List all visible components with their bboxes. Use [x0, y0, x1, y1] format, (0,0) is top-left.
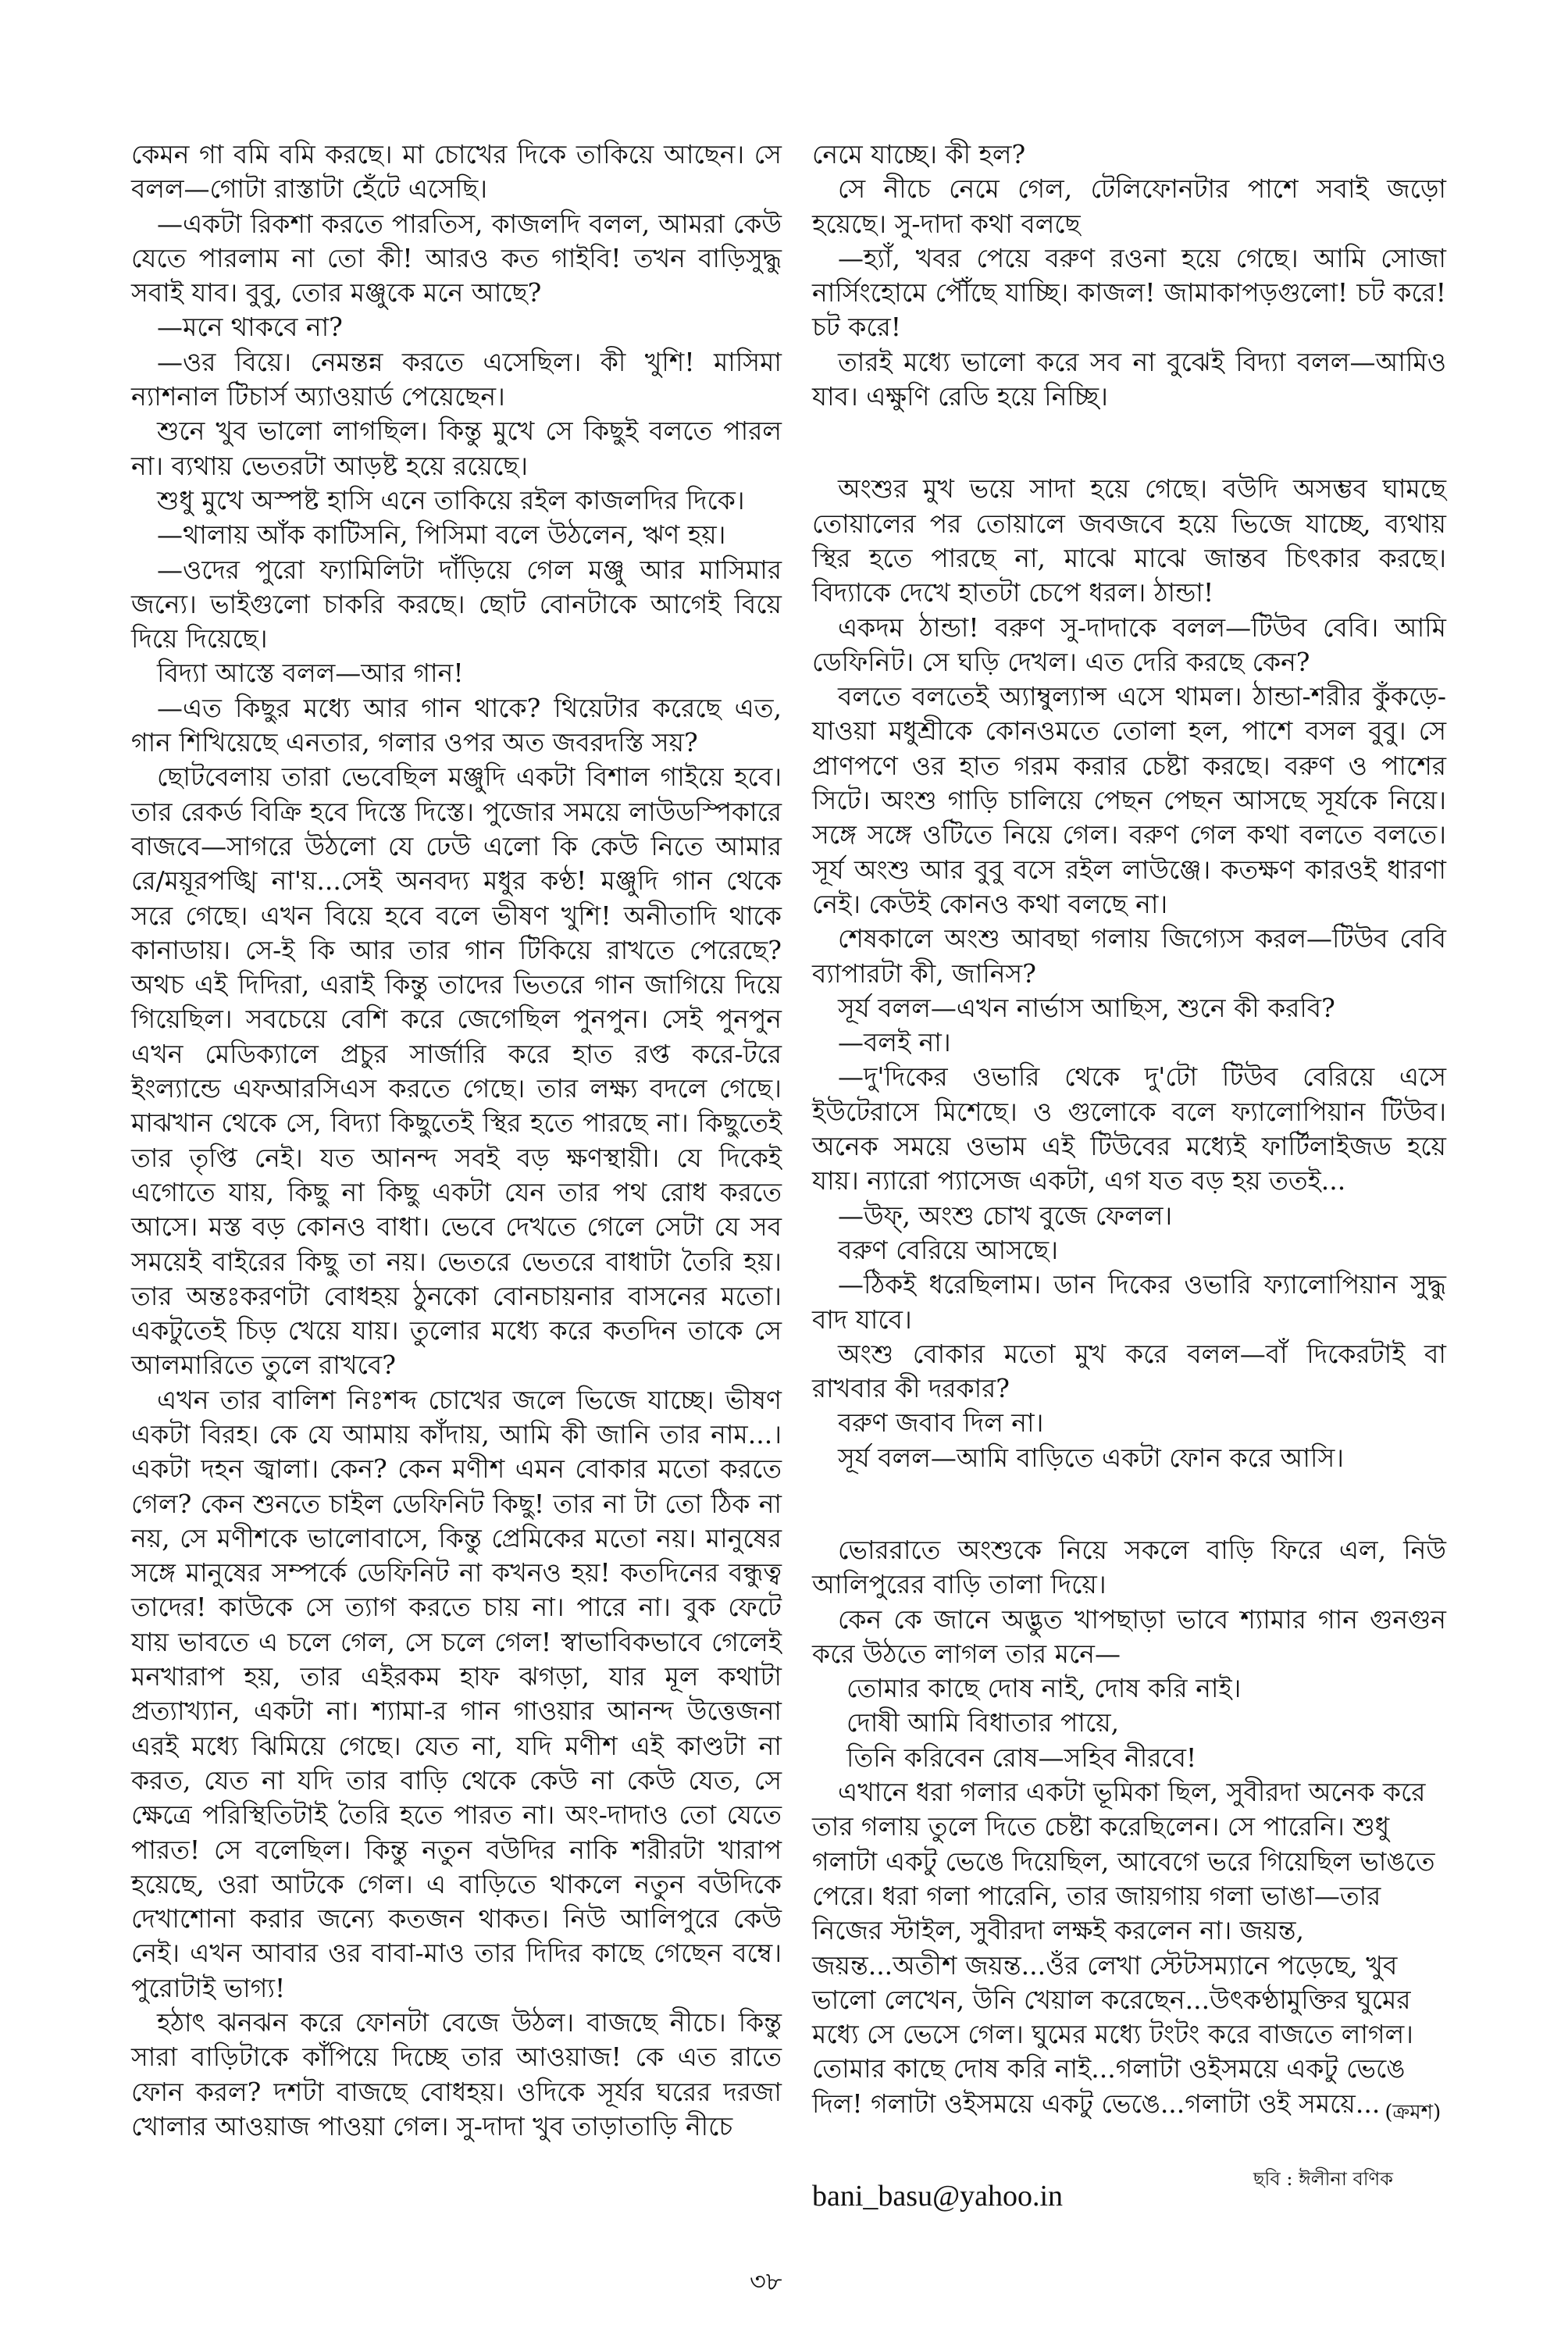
paragraph: বরুণ জবাব দিল না।	[838, 1407, 1044, 1439]
paragraph: —ঠিকই ধরেছিলাম। ডান দিকের ওভারি ফ্যালোপিয়ান সুদ্ধু বাদ যাবে।	[812, 1269, 1446, 1335]
paragraph: সূর্য বলল—আমি বাড়িতে একটা ফোন করে আসি।	[838, 1442, 1345, 1473]
paragraph: শুধু মুখে অস্পষ্ট হাসি এনে তাকিয়ে রইল কাজলদির দিকে।	[157, 484, 745, 515]
closing-paragraph	[812, 1775, 1446, 2124]
paragraph: কেমন গা বমি বমি করছে। মা চোখের দিকে তাকিয়ে আছেন। সে বলল—গোটা রাস্তাটা হেঁটে এসেছি।	[131, 139, 782, 205]
paragraph: —ওদের পুরো ফ্যামিলিটা দাঁড়িয়ে গেল মঞ্জু আর মাসিমার জন্যে। ভাইগুলো চাকরি করছে। ছোট বোনটাকে আগেই বিয়ে দিয়ে দিয়েছে।	[131, 554, 782, 654]
paragraph: তারই মধ্যে ভালো করে সব না বুঝেই বিদ্যা বলল—আমিও যাব। এক্ষুণি রেডি হয়ে নিচ্ছি।	[812, 346, 1446, 412]
to-be-continued-label: (ক্রমশ)	[1384, 2100, 1441, 2124]
paragraph: —উফ্‌, অংশু চোখ বুজে ফেলল।	[838, 1200, 1173, 1231]
song-verse-line: দোষী আমি বিধাতার পায়ে,	[846, 1707, 1120, 1738]
paragraph: —দু'দিকের ওভারি থেকে দু'টো টিউব বেরিয়ে এসে ইউটেরাসে মিশেছে। ও গুলোকে বলে ফ্যালোপিয়ান টিউব। অনেক সময়ে ওভাম এই টিউবের মধ্যেই ফার্টিলাইজড হয়ে যায়। ন্যারো প্যাসেজ একটা, এগ যত বড় হয় ততই...	[812, 1061, 1446, 1196]
paragraph: শেষকালে অংশু আবছা গলায় জিগ্যেস করল—টিউব বেবি ব্যাপারটা কী, জানিস?	[812, 923, 1446, 989]
paragraph: এখন তার বালিশ নিঃশব্দ চোখের জলে ভিজে যাচ্ছে। ভীষণ একটা বিরহ। কে যে আমায় কাঁদায়, আমি কী জানি তার নাম...। একটা দহন জ্বালা। কেন? কেন মণীশ এমন বোকার মতো করতে গেল? কেন শুনতে চাইল ডেফিনিট কিছু! তার না টা তো ঠিক না নয়, সে মণীশকে ভালোবাসে, কিন্তু প্রেমিকের মতো নয়। মানুষের সঙ্গে মানুষের সম্পর্কে ডেফিনিট না কখনও হয়! কতদিনের বন্ধুত্ব তাদের! কাউকে সে ত্যাগ করতে চায় না। পারে না। বুক ফেটে যায় ভাবতে এ চলে গেল, সে চলে গেল! স্বাভাবিকভাবে গেলেই মনখারাপ হয়, তার এইরকম হাফ ঝগড়া, যার মূল কথাটা প্রত্যাখ্যান, একটা না। শ্যামা-র গান গাওয়ার আনন্দ উত্তেজনা এরই মধ্যে ঝিমিয়ে গেছে। যেত না, যদি মণীশ এই কাণ্ডটা না করত, যেত না যদি তার বাড়ি থেকে কেউ না কেউ যেত, সে ক্ষেত্রে পরিস্থিতিটাই তৈরি হতে পারত না। অং-দাদাও তো যেতে পারত! সে বলেছিল। কিন্তু নতুন বউদির নাকি শরীরটা খারাপ হয়েছে, ওরা আটকে গেল। এ বাড়িতে থাকলে নতুন বউদিকে দেখাশোনা করার জন্যে কতজন থাকত। নিউ আলিপুরে কেউ নেই। এখন আবার ওর বাবা-মাও তার দিদির কাছে গেছেন বম্বে। পুরোটাই ভাগ্য!	[131, 1384, 782, 2003]
section-break-paragraph: ভোররাতে অংশুকে নিয়ে সকলে বাড়ি ফিরে এল, নিউ আলিপুরের বাড়ি তালা দিয়ে।	[812, 1534, 1446, 1600]
paragraph: সূর্য বলল—এখন নার্ভাস আছিস, শুনে কী করবি?	[838, 992, 1335, 1023]
song-verse-line: তোমার কাছে দোষ নাই, দোষ করি নাই।	[846, 1673, 1242, 1704]
author-email: bani_basu@yahoo.in	[812, 2180, 1063, 2213]
paragraph: বিদ্যা আস্তে বলল—আর গান!	[157, 658, 464, 689]
paragraph: নেমে যাচ্ছে। কী হল?	[812, 139, 1026, 169]
paragraph: একদম ঠান্ডা! বরুণ সু-দাদাকে বলল—টিউব বেবি। আমি ডেফিনিট। সে ঘড়ি দেখল। এত দেরি করছে কেন?	[812, 612, 1446, 677]
paragraph: —বলই না।	[838, 1027, 951, 1058]
paragraph: —এত কিছুর মধ্যে আর গান থাকে? থিয়েটার করেছে এত, গান শিখিয়েছে এনতার, গলার ওপর অত জবরদস্তি সয়?	[131, 692, 782, 758]
paragraph: —ওর বিয়ে। নেমন্তন্ন করতে এসেছিল। কী খুশি! মাসিমা ন্যাশনাল টিচার্স অ্যাওয়ার্ড পেয়েছেন।	[131, 346, 782, 412]
paragraph: শুনে খুব ভালো লাগছিল। কিন্তু মুখে সে কিছুই বলতে পারল না। ব্যথায় ভেতরটা আড়ষ্ট হয়ে রয়েছে।	[131, 415, 782, 481]
paragraph: বলতে বলতেই অ্যাম্বুল্যান্স এসে থামল। ঠান্ডা-শরীর কুঁকড়ে-যাওয়া মধুশ্রীকে কোনওমতে তোলা হল, পাশে বসল বুবু। সে প্রাণপণে ওর হাত গরম করার চেষ্টা করছে। বরুণ ও পাশের সিটে। অংশু গাড়ি চালিয়ে পেছন পেছন আসছে সূর্যকে নিয়ে। সঙ্গে সঙ্গে ওটিতে নিয়ে গেল। বরুণ গেল কথা বলতে বলতে। সূর্য অংশু আর বুবু বসে রইল লাউঞ্জে। কতক্ষণ কারওই ধারণা নেই। কেউই কোনও কথা বলছে না।	[812, 681, 1446, 919]
paragraph: —মনে থাকবে না?	[157, 312, 343, 343]
paragraph: অংশু বোকার মতো মুখ করে বলল—বাঁ দিকেরটাই বা রাখবার কী দরকার?	[812, 1338, 1446, 1404]
paragraph: —থালায় আঁক কাটিসনি, পিসিমা বলে উঠলেন, ঋণ হয়।	[157, 519, 726, 551]
paragraph: ছোটবেলায় তারা ভেবেছিল মঞ্জুদি একটা বিশাল গাইয়ে হবে। তার রেকর্ড বিক্রি হবে দিস্তে দিস্তে। পুজোর সময়ে লাউডস্পিকারে বাজবে—সাগরে উঠলো যে ঢেউ এলো কি কেউ নিতে আমার রে/ময়ূরপঙ্খি না'য়...সেই অনবদ্য মধুর কণ্ঠ! মঞ্জুদি গান থেকে সরে গেছে। এখন বিয়ে হবে বলে ভীষণ খুশি! অনীতাদি থাকে কানাডায়। সে-ই কি আর তার গান টিকিয়ে রাখতে পেরেছে? অথচ এই দিদিরা, এরাই কিন্তু তাদের ভিতরে গান জাগিয়ে দিয়ে গিয়েছিল। সবচেয়ে বেশি করে জেগেছিল পুনপুন। সেই পুনপুন এখন মেডিক্যালে প্রচুর সার্জারি করে হাত রপ্ত করে-টরে ইংল্যান্ডে এফআরসিএস করতে গেছে। তার লক্ষ্য বদলে গেছে। মাঝখান থেকে সে, বিদ্যা কিছুতেই স্থির হতে পারছে না। কিছুতেই তার তৃপ্তি নেই। যত আনন্দ সবই বড় ক্ষণস্থায়ী। যে দিকেই এগোতে যায়, কিছু না কিছু একটা যেন তার পথ রোধ করতে আসে। মস্ত বড় কোনও বাধা। ভেবে দেখতে গেলে সেটা যে সব সময়েই বাইরের কিছু তা নয়। ভেতরে ভেতরে বাধাটা তৈরি হয়। তার অন্তঃকরণটা বোধহয় ঠুনকো বোনচায়নার বাসনের মতো। একটুতেই চিড় খেয়ে যায়। তুলোর মধ্যে করে কতদিন তাকে সে আলমারিতে তুলে রাখবে?	[131, 761, 782, 1381]
illustration-credit: ছবি : ঈলীনা বণিক	[1253, 2168, 1393, 2190]
right-column	[812, 137, 1446, 2124]
page-number: ৩৮	[750, 2266, 782, 2296]
paragraph: বরুণ বেরিয়ে আসছে।	[838, 1234, 1059, 1265]
paragraph: হঠাৎ ঝনঝন করে ফোনটা বেজে উঠল। বাজছে নীচে। কিন্তু সারা বাড়িটাকে কাঁপিয়ে দিচ্ছে তার আওয়াজ! কে এত রাতে ফোন করল? দশটা বাজছে বোধহয়। ওদিকে সূর্যর ঘরের দরজা খোলার আওয়াজ পাওয়া গেল। সু-দাদা খুব তাড়াতাড়ি নীচে	[131, 2007, 782, 2141]
section-break-paragraph: অংশুর মুখ ভয়ে সাদা হয়ে গেছে। বউদি অসম্ভব ঘামছে তোয়ালের পর তোয়ালে জবজবে হয়ে ভিজে যাচ্ছে, ব্যথায় স্থির হতে পারছে না, মাঝে মাঝে জান্তব চিৎকার করছে। বিদ্যাকে দেখে হাতটা চেপে ধরল। ঠান্ডা!	[812, 473, 1446, 608]
song-verse-line: তিনি করিবেন রোষ—সহিব নীরবে!	[846, 1742, 1197, 1773]
closing-text: এখানে ধরা গলার একটা ভূমিকা ছিল, সুবীরদা অনেক করে তার গলায় তুলে দিতে চেষ্টা করেছিলেন। সে পারেনি। শুধু গলাটা একটু ভেঙে দিয়েছিল, আবেগে ভরে গিয়েছিল ভাঙতে পেরে। ধরা গলা পারেনি, তার জায়গায় গলা ভাঙা—তার নিজের স্টাইল, সুবীরদা লক্ষই করলেন না। জয়ন্ত, জয়ন্ত...অতীশ জয়ন্ত...ওঁর লেখা স্টেটসম্যানে পড়েছে, খুব ভালো লেখেন, উনি খেয়াল করেছেন...উৎকণ্ঠামুক্তির ঘুমের মধ্যে সে ভেসে গেল। ঘুমের মধ্যে টংটং করে বাজতে লাগল। তোমার কাছে দোষ করি নাই...গলাটা ওইসময়ে একটু ভেঙে দিল! গলাটা ওইসময়ে একটু ভেঙে...গলাটা ওই সময়ে...	[812, 1777, 1435, 2119]
paragraph: কেন কে জানে অদ্ভুত খাপছাড়া ভাবে শ্যামার গান গুনগুন করে উঠতে লাগল তার মনে—	[812, 1603, 1446, 1669]
paragraph: —একটা রিকশা করতে পারতিস, কাজলদি বলল, আমরা কেউ যেতে পারলাম না তো কী! আরও কত গাইবি! তখন বাড়িসুদ্ধু সবাই যাব। বুবু, তোর মঞ্জুকে মনে আছে?	[131, 208, 782, 308]
paragraph: —হ্যাঁ, খবর পেয়ে বরুণ রওনা হয়ে গেছে। আমি সোজা নার্সিংহোমে পৌঁছে যাচ্ছি। কাজল! জামাকাপড়গুলো! চট করে! চট করে!	[812, 242, 1446, 343]
left-column	[131, 137, 782, 2144]
paragraph: সে নীচে নেমে গেল, টেলিফোনটার পাশে সবাই জড়ো হয়েছে। সু-দাদা কথা বলছে	[812, 173, 1446, 239]
